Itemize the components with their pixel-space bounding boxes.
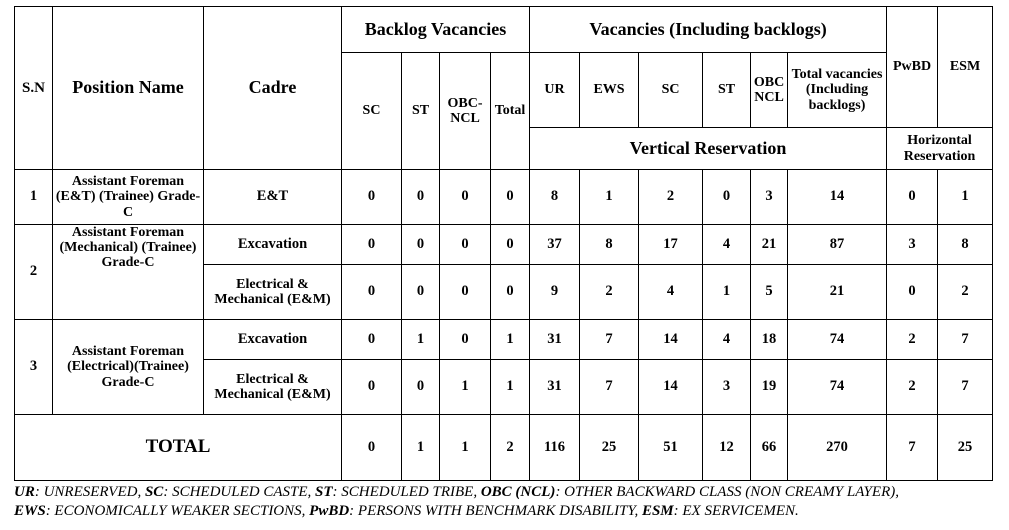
- total-cell: 25: [580, 415, 639, 481]
- cell: 0: [342, 265, 402, 320]
- total-cell: 12: [703, 415, 751, 481]
- row-cadre: Excavation: [204, 320, 342, 360]
- cell: 0: [491, 170, 530, 225]
- cell: 0: [440, 265, 491, 320]
- header-st: ST: [703, 53, 751, 128]
- legend-pwbd-text: : PERSONS WITH BENCHMARK DISABILITY,: [349, 503, 639, 519]
- cell: 0: [703, 170, 751, 225]
- total-cell: 116: [530, 415, 580, 481]
- vacancy-table: [14, 6, 993, 481]
- row-position-name: Assistant Foreman (E&T) (Trainee) Grade-C: [53, 170, 204, 225]
- legend-esm-abbr: ESM: [641, 503, 674, 519]
- legend-obc-text: : OTHER BACKWARD CLASS (NON CREAMY LAYER),: [555, 484, 899, 500]
- total-cell: 270: [788, 415, 887, 481]
- total-cell: 25: [938, 415, 993, 481]
- row-sn: 1: [15, 170, 53, 225]
- row-sn: 2: [15, 225, 53, 320]
- cell: 5: [751, 265, 788, 320]
- cell: 7: [938, 320, 993, 360]
- cell: 3: [703, 360, 751, 415]
- cell: 18: [751, 320, 788, 360]
- cell: 0: [491, 225, 530, 265]
- cell: 7: [580, 320, 639, 360]
- cell: 4: [703, 320, 751, 360]
- cell: 21: [751, 225, 788, 265]
- cell: 1: [440, 360, 491, 415]
- cell: 31: [530, 360, 580, 415]
- cell: 0: [491, 265, 530, 320]
- legend-sc-abbr: SC: [144, 484, 164, 500]
- total-cell: 51: [639, 415, 703, 481]
- header-backlog-sc: SC: [342, 53, 402, 170]
- cell: 1: [580, 170, 639, 225]
- header-sn: S.N: [15, 7, 53, 170]
- cell: 1: [491, 360, 530, 415]
- cell: 0: [440, 170, 491, 225]
- header-cadre: Cadre: [204, 7, 342, 170]
- cell: 74: [788, 360, 887, 415]
- header-position-name: Position Name: [53, 7, 204, 170]
- header-total-vacancies: Total vacancies (Including backlogs): [788, 53, 887, 128]
- total-row: [15, 415, 993, 481]
- cell: 74: [788, 320, 887, 360]
- row-sn: 3: [15, 320, 53, 415]
- total-cell: 7: [887, 415, 938, 481]
- cell: 3: [887, 225, 938, 265]
- cell: 0: [402, 225, 440, 265]
- cell: 0: [440, 225, 491, 265]
- cell: 0: [440, 320, 491, 360]
- cell: 14: [639, 360, 703, 415]
- cell: 3: [751, 170, 788, 225]
- row-cadre: E&T: [204, 170, 342, 225]
- row-cadre: Electrical & Mechanical (E&M): [204, 360, 342, 415]
- total-cell: 1: [402, 415, 440, 481]
- header-ews: EWS: [580, 53, 639, 128]
- row-position-name: Assistant Foreman (Mechanical) (Trainee) Grade-C: [53, 225, 204, 320]
- cell: 14: [788, 170, 887, 225]
- cell: 4: [639, 265, 703, 320]
- cell: 8: [580, 225, 639, 265]
- row-position-name: Assistant Foreman (Electrical)(Trainee) Grade-C: [53, 320, 204, 415]
- abbreviation-legend: [14, 483, 1004, 521]
- legend-sc-text: : SCHEDULED CASTE,: [163, 484, 312, 500]
- header-backlog-total: Total: [491, 53, 530, 170]
- header-pwbd: PwBD: [887, 7, 938, 128]
- cell: 14: [639, 320, 703, 360]
- cell: 0: [887, 170, 938, 225]
- table-row: [15, 225, 993, 265]
- cell: 8: [938, 225, 993, 265]
- cell: 1: [491, 320, 530, 360]
- cell: 9: [530, 265, 580, 320]
- cell: 1: [703, 265, 751, 320]
- cell: 8: [530, 170, 580, 225]
- cell: 2: [938, 265, 993, 320]
- table-row: [15, 320, 993, 360]
- total-cell: 66: [751, 415, 788, 481]
- cell: 0: [342, 225, 402, 265]
- cell: 1: [402, 320, 440, 360]
- header-backlog-vacancies: Backlog Vacancies: [342, 7, 530, 53]
- cell: 31: [530, 320, 580, 360]
- cell: 19: [751, 360, 788, 415]
- total-cell: 1: [440, 415, 491, 481]
- legend-obc-abbr: OBC (NCL): [480, 484, 556, 500]
- cell: 0: [887, 265, 938, 320]
- cell: 0: [402, 170, 440, 225]
- cell: 37: [530, 225, 580, 265]
- cell: 1: [938, 170, 993, 225]
- cell: 2: [639, 170, 703, 225]
- cell: 0: [402, 265, 440, 320]
- legend-st-text: : SCHEDULED TRIBE,: [332, 484, 478, 500]
- row-cadre: Electrical & Mechanical (E&M): [204, 265, 342, 320]
- cell: 7: [938, 360, 993, 415]
- header-ur: UR: [530, 53, 580, 128]
- header-vacancies-including-backlogs: Vacancies (Including backlogs): [530, 7, 887, 53]
- header-horizontal-reservation: Horizontal Reservation: [887, 128, 993, 170]
- legend-ews-text: : ECONOMICALLY WEAKER SECTIONS,: [45, 503, 306, 519]
- total-cell: 2: [491, 415, 530, 481]
- legend-ews-abbr: EWS: [14, 503, 46, 519]
- row-cadre: Excavation: [204, 225, 342, 265]
- cell: 2: [887, 360, 938, 415]
- header-backlog-st: ST: [402, 53, 440, 170]
- cell: 0: [402, 360, 440, 415]
- legend-st-abbr: ST: [315, 484, 333, 500]
- total-label: TOTAL: [15, 415, 342, 481]
- legend-esm-text: : EX SERVICEMEN.: [673, 503, 799, 519]
- header-vertical-reservation: Vertical Reservation: [530, 128, 887, 170]
- cell: 7: [580, 360, 639, 415]
- cell: 0: [342, 320, 402, 360]
- cell: 0: [342, 360, 402, 415]
- table-row: [15, 170, 993, 225]
- legend-pwbd-abbr: PwBD: [309, 503, 350, 519]
- legend-ur-text: : UNRESERVED,: [34, 484, 142, 500]
- header-backlog-obc-ncl: OBC-NCL: [440, 53, 491, 170]
- cell: 87: [788, 225, 887, 265]
- header-obc-ncl: OBC NCL: [751, 53, 788, 128]
- header-esm: ESM: [938, 7, 993, 128]
- total-cell: 0: [342, 415, 402, 481]
- cell: 21: [788, 265, 887, 320]
- cell: 4: [703, 225, 751, 265]
- cell: 0: [342, 170, 402, 225]
- cell: 17: [639, 225, 703, 265]
- cell: 2: [580, 265, 639, 320]
- legend-ur-abbr: UR: [14, 484, 35, 500]
- header-sc: SC: [639, 53, 703, 128]
- cell: 2: [887, 320, 938, 360]
